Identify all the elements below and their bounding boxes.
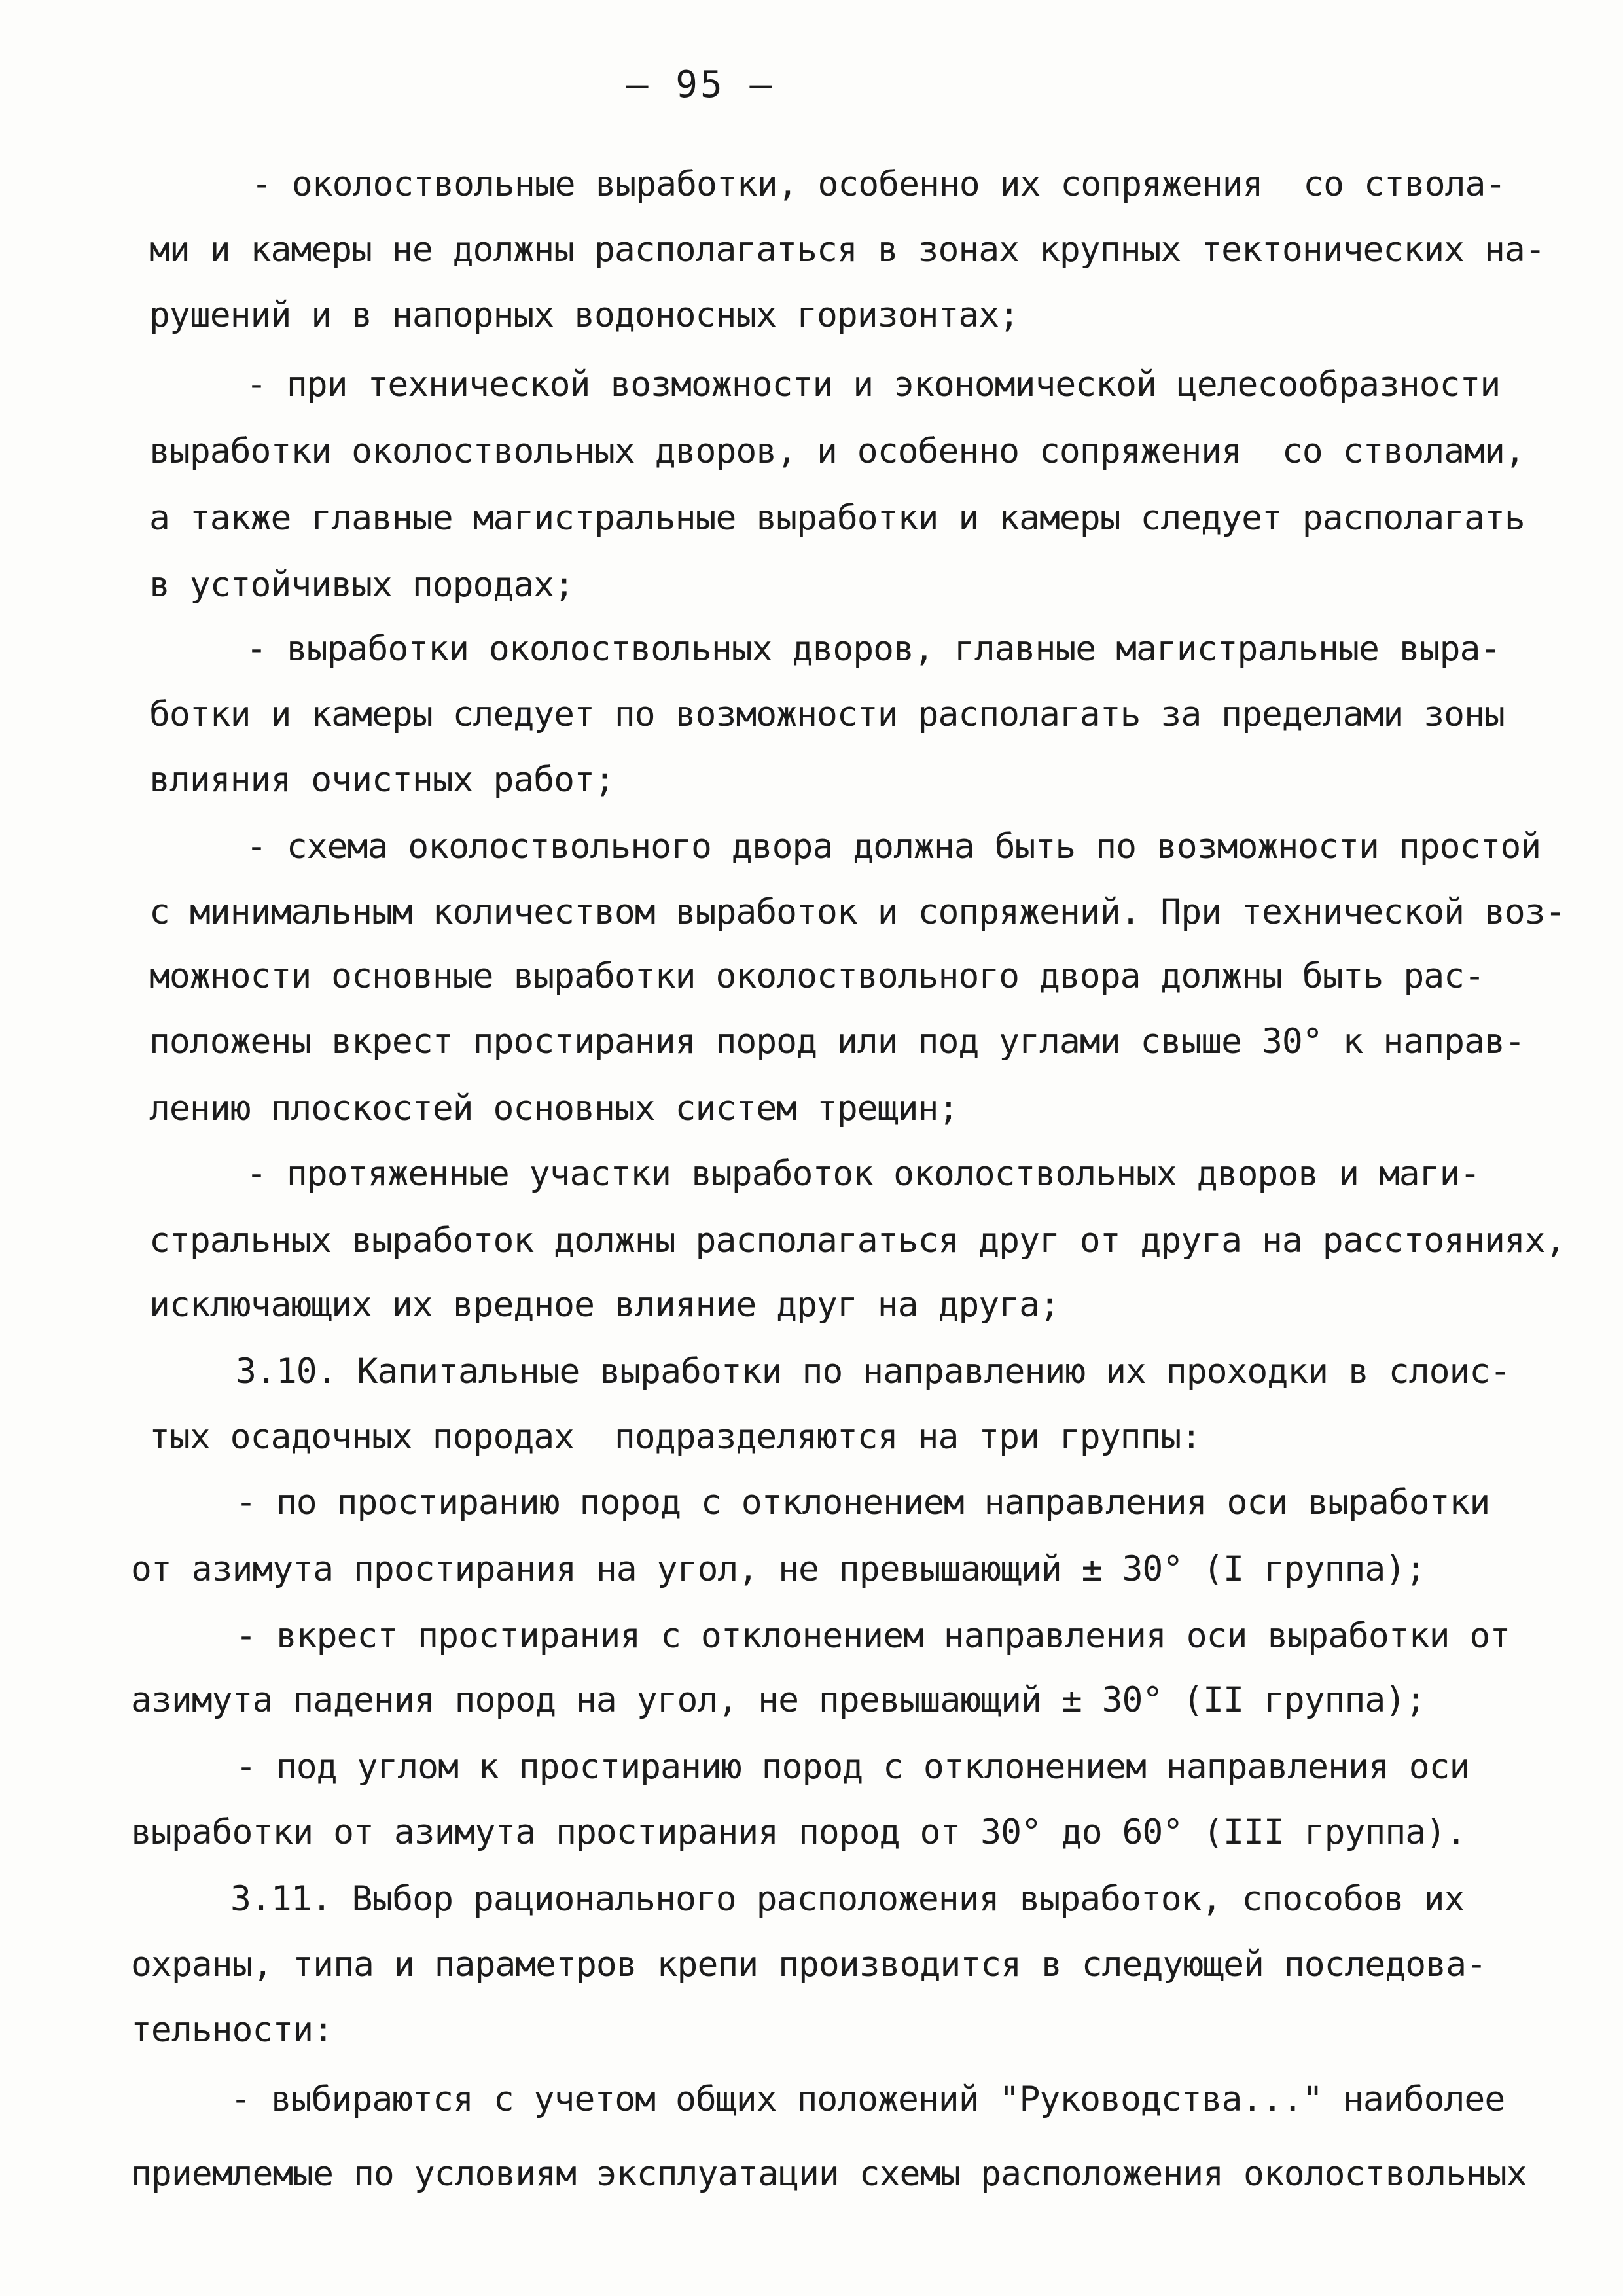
text-line: а также главные магистральные выработки и камеры следует располагать xyxy=(149,498,1525,538)
text-line: можности основные выработки околоствольного двора должны быть рас- xyxy=(149,956,1484,996)
text-line: тых осадочных породах подразделяются на три группы: xyxy=(149,1417,1202,1457)
text-line: - протяженные участки выработок околоствольных дворов и маги- xyxy=(246,1154,1480,1194)
text-line: выработки от азимута простирания пород от 30° до 60° (III группа). xyxy=(131,1812,1466,1852)
text-line: с минимальным количеством выработок и сопряжений. При технической воз- xyxy=(149,892,1565,932)
text-line: положены вкрест простирания пород или под углами свыше 30° к направ- xyxy=(149,1022,1525,1062)
text-line: выработки околоствольных дворов, и особенно сопряжения со стволами, xyxy=(149,431,1525,471)
text-line: азимута падения пород на угол, не превышающий ± 30° (II группа); xyxy=(131,1680,1426,1720)
text-line: ми и камеры не должны располагаться в зонах крупных тектонических на- xyxy=(149,230,1545,270)
text-line: лению плоскостей основных систем трещин; xyxy=(149,1088,959,1128)
text-line: приемлемые по условиям эксплуатации схемы расположения околоствольных xyxy=(131,2154,1527,2194)
text-line: исключающих их вредное влияние друг на друга; xyxy=(149,1285,1060,1325)
text-line: охраны, типа и параметров крепи производится в следующей последова- xyxy=(131,1945,1486,1984)
text-line: - при технической возможности и экономической целесообразности xyxy=(246,365,1501,404)
text-line: от азимута простирания на угол, не превышающий ± 30° (I группа); xyxy=(131,1549,1426,1589)
text-line: - схема околоствольного двора должна быть по возможности простой xyxy=(246,827,1541,867)
text-line: 3.10. Капитальные выработки по направлению их проходки в слоис- xyxy=(236,1352,1510,1391)
text-line: - выбираются с учетом общих положений "Руководства..." наиболее xyxy=(230,2079,1505,2119)
text-line: рушений и в напорных водоносных горизонтах; xyxy=(149,295,1020,335)
text-line: - по простиранию пород с отклонением направления оси выработки xyxy=(236,1482,1490,1522)
text-line: - околоствольные выработки, особенно их сопряжения со ствола- xyxy=(251,164,1506,204)
text-line: тельности: xyxy=(131,2010,334,2050)
text-line: стральных выработок должны располагаться друг от друга на расстояниях, xyxy=(149,1221,1565,1261)
page-number: — 95 — xyxy=(626,63,775,106)
text-line: - под углом к простиранию пород с отклонением направления оси xyxy=(236,1747,1470,1787)
text-line: 3.11. Выбор рационального расположения выработок, способов их xyxy=(230,1879,1465,1919)
text-line: в устойчивых породах; xyxy=(149,565,575,605)
text-line: ботки и камеры следует по возможности располагать за пределами зоны xyxy=(149,694,1505,734)
text-line: - вкрест простирания с отклонением направления оси выработки от xyxy=(236,1616,1510,1656)
text-line: влияния очистных работ; xyxy=(149,760,615,800)
text-line: - выработки околоствольных дворов, главные магистральные выра- xyxy=(246,629,1501,669)
